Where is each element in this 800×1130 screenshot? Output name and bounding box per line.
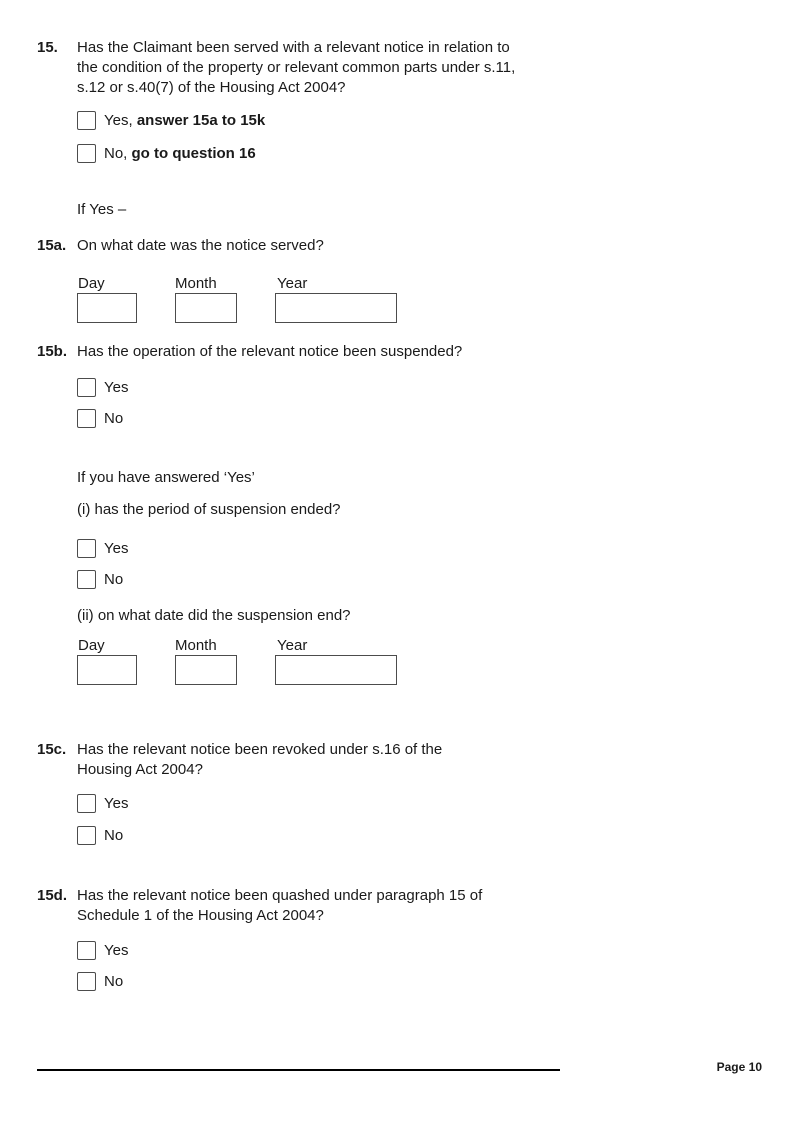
q15d-no-checkbox[interactable] [77,972,96,991]
question-15c [37,740,800,780]
question-15c-line-2: Housing Act 2004? [77,761,203,778]
q15-no-checkbox[interactable] [77,144,96,163]
q15-yes-label-prefix: Yes, [104,112,137,129]
q15a-date-boxes [77,293,800,323]
q15b-day-field[interactable] [77,655,137,685]
question-15b-number: 15b. [37,343,68,360]
q15d-yes-label: Yes [104,942,129,959]
q15-yes-checkbox[interactable] [77,111,96,130]
q15b-year-field[interactable] [275,655,397,685]
q15d-no-label: No [104,973,124,990]
q15-no-label-instruction: go to question 16 [131,145,256,162]
q15d-yes-checkbox[interactable] [77,941,96,960]
question-15-number: 15. [37,39,58,56]
q15b-year-label: Year [277,637,308,654]
q15c-yes-label: Yes [104,795,129,812]
question-15b-text: Has the operation of the relevant notice been suspended? [77,343,463,360]
q15a-day-label: Day [78,275,105,292]
q15b-date-group [77,636,800,685]
question-15d-number: 15d. [37,887,68,904]
question-15d-line-1: Has the relevant notice been quashed under paragraph 15 of [77,887,483,904]
q15b-date-labels [77,636,800,655]
q15-option-no [77,143,800,164]
q15c-no-checkbox[interactable] [77,826,96,845]
question-15d-line-2: Schedule 1 of the Housing Act 2004? [77,907,324,924]
question-15c-number: 15c. [37,741,67,758]
q15a-month-field[interactable] [175,293,237,323]
question-15d-text [77,886,482,926]
q15d-option-no [77,971,800,992]
q15b-sub-i-yes-label: Yes [104,540,129,557]
q15a-day-field[interactable] [77,293,137,323]
q15b-no-label: No [104,410,124,427]
q15-no-label [104,143,256,164]
question-15b [37,342,800,362]
q15b-sub-i-yes-checkbox[interactable] [77,539,96,558]
q15a-date-group [77,274,800,323]
q15a-year-field[interactable] [275,293,397,323]
q15-option-yes [77,110,800,131]
q15c-no-label: No [104,827,124,844]
q15b-yes-label: Yes [104,379,129,396]
q15-yes-label [104,110,265,131]
if-yes-note: If Yes – [77,201,127,218]
q15a-date-labels [77,274,800,293]
q15-no-label-prefix: No, [104,145,132,162]
q15c-yes-checkbox[interactable] [77,794,96,813]
q15b-sub-i-no-checkbox[interactable] [77,570,96,589]
q15b-sub-i-option-yes [77,538,800,559]
question-15c-line-1: Has the relevant notice been revoked under s.16 of the [77,741,443,758]
q15b-day-label: Day [78,637,105,654]
q15b-sub-i-text: (i) has the period of suspension ended? [77,501,341,518]
q15d-option-yes [77,940,800,961]
q15-yes-label-instruction: answer 15a to 15k [136,112,266,129]
q15b-date-boxes [77,655,800,685]
q15b-option-yes [77,377,800,398]
q15b-month-field[interactable] [175,655,237,685]
q15c-option-no [77,825,800,846]
question-15c-text [77,740,442,780]
question-15 [37,38,800,98]
q15b-option-no [77,408,800,429]
q15c-option-yes [77,793,800,814]
page-number: Page 10 [716,1060,762,1074]
question-15-line-1: Has the Claimant been served with a relevant notice in relation to [77,39,510,56]
q15b-yes-checkbox[interactable] [77,378,96,397]
footer-divider [37,1069,560,1071]
question-15-text [77,38,515,98]
question-15a-number: 15a. [37,237,67,254]
question-15-line-3: s.12 or s.40(7) of the Housing Act 2004? [77,79,346,96]
q15a-year-label: Year [277,275,308,292]
q15b-sub-i-no-label: No [104,571,124,588]
q15a-month-label: Month [175,275,217,292]
question-15a [37,236,800,256]
question-15d [37,886,800,926]
question-15a-text: On what date was the notice served? [77,237,324,254]
q15b-month-label: Month [175,637,217,654]
q15b-sub-i-option-no [77,569,800,590]
q15b-sub-ii-text: (ii) on what date did the suspension end? [77,607,351,624]
question-15-line-2: the condition of the property or relevant common parts under s.11, [77,59,516,76]
q15b-no-checkbox[interactable] [77,409,96,428]
q15b-followup-note: If you have answered ‘Yes’ [77,469,255,486]
